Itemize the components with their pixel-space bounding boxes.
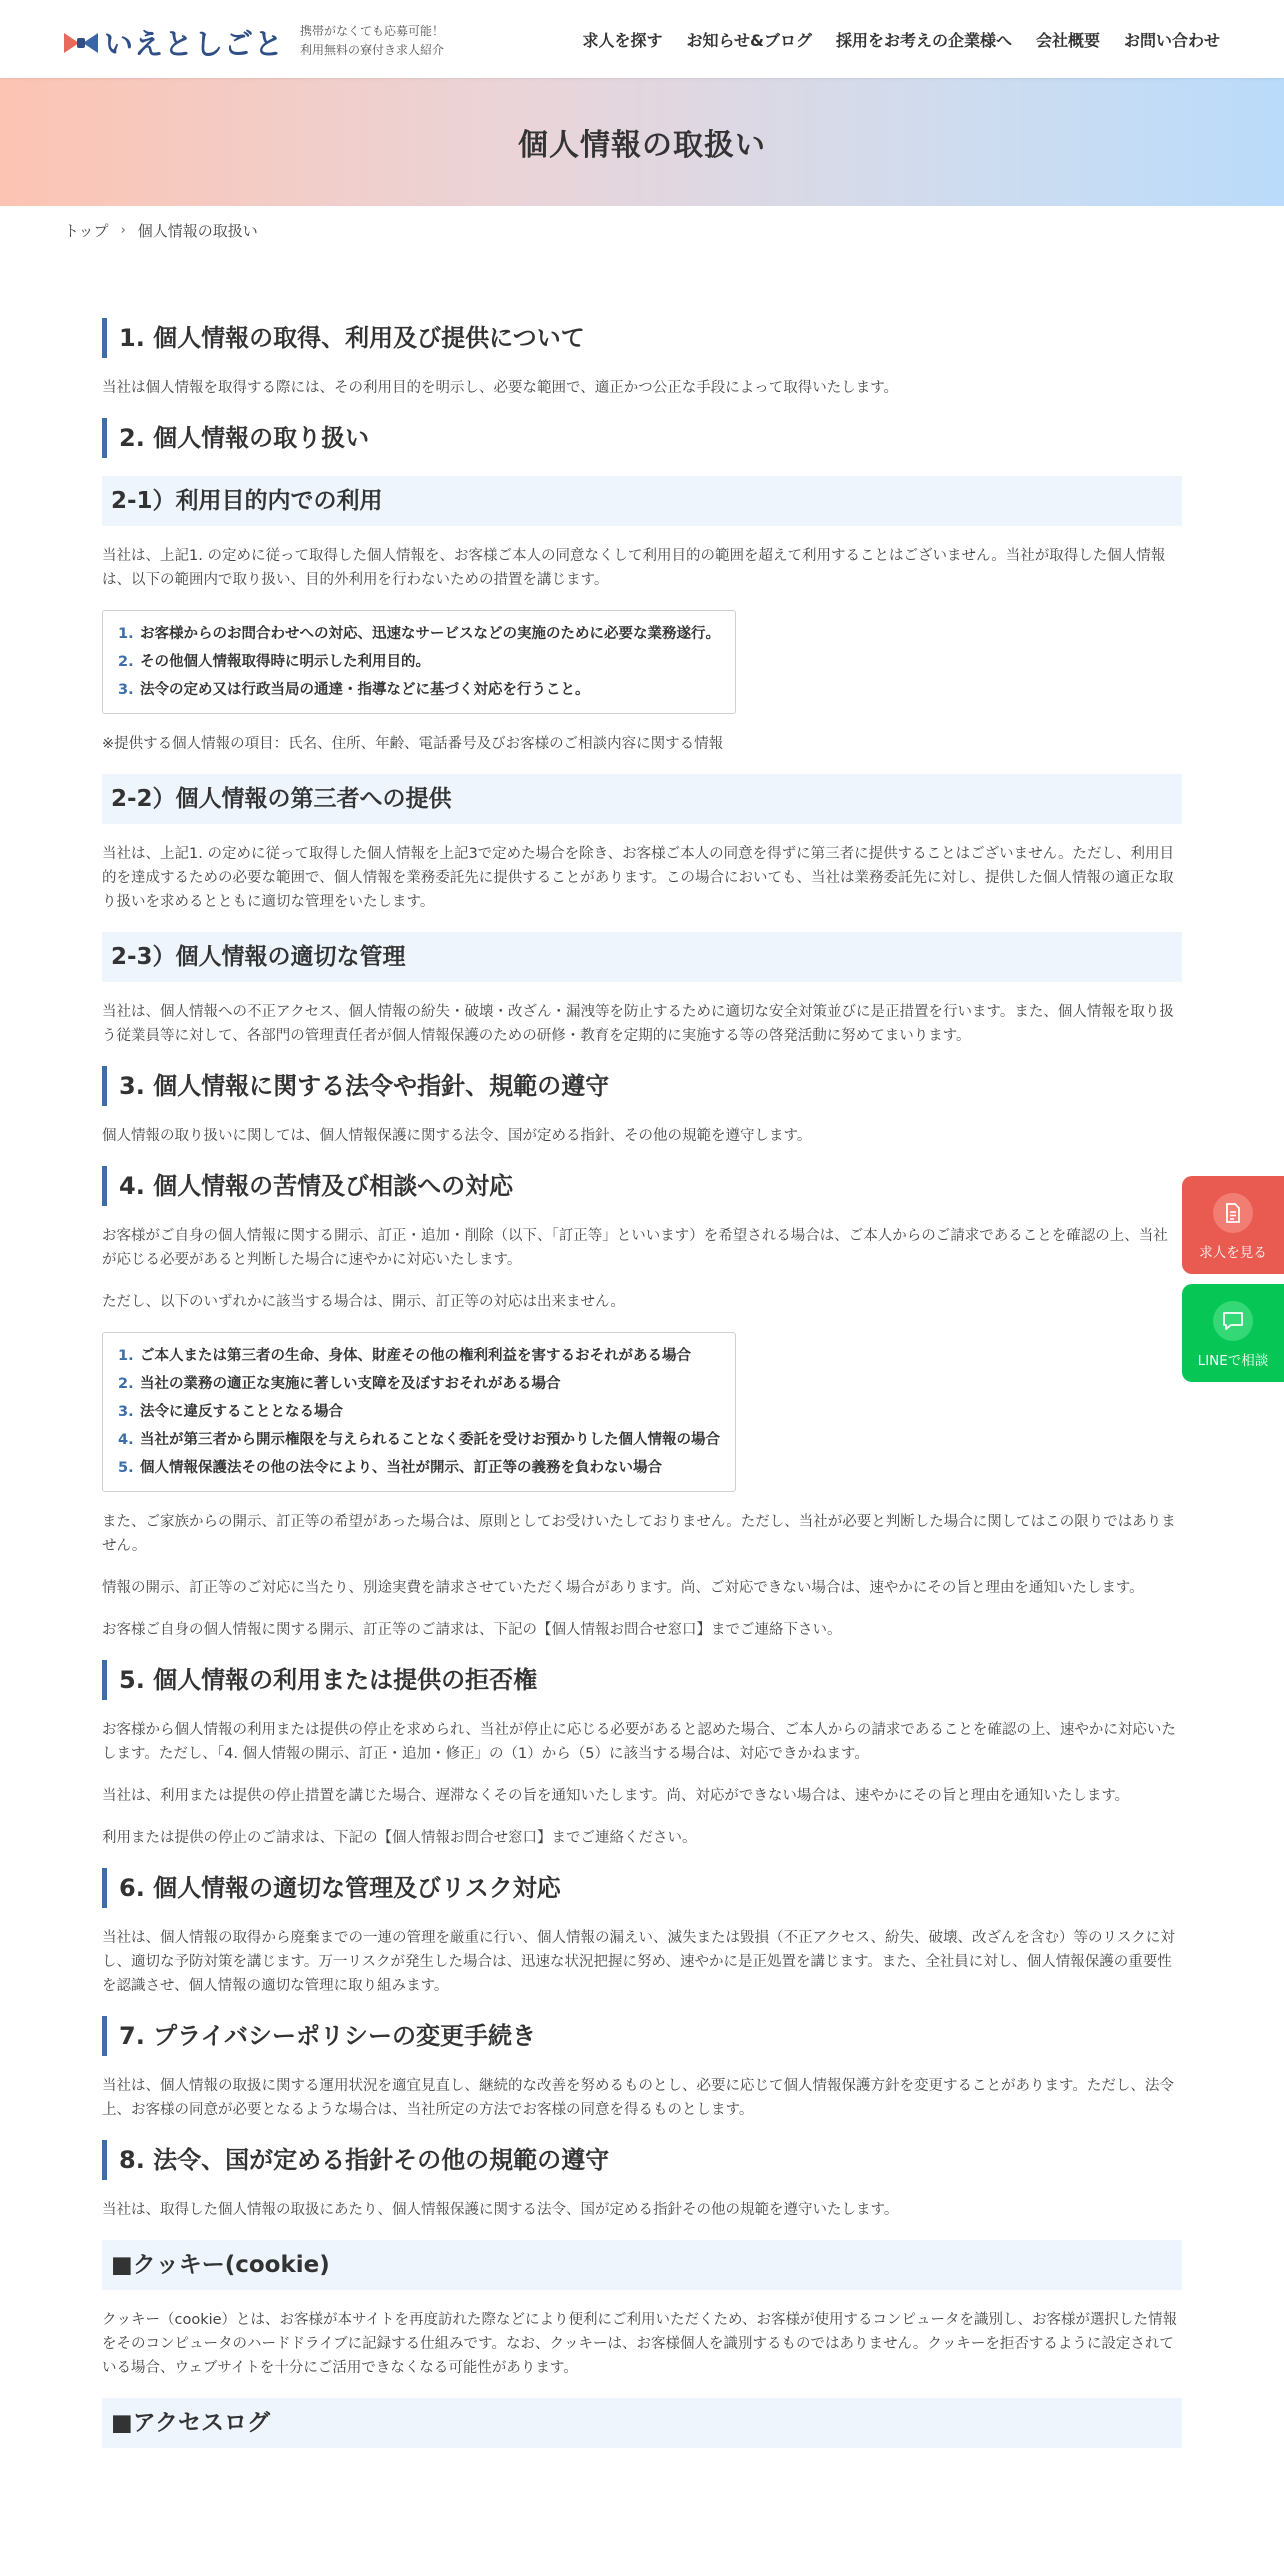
- nav-for-employers[interactable]: 採用をお考えの企業様へ: [835, 31, 1012, 50]
- note: ※提供する個人情報の項目：氏名、住所、年齢、電話番号及びお客様のご相談内容に関する情報: [102, 736, 724, 752]
- list-item: 5. 個人情報保護法その他の法令により、当社が開示、訂正等の義務を負わない場合: [118, 1454, 720, 1482]
- tagline-line-2: 利用無料の寮付き求人紹介: [300, 43, 445, 57]
- header-tagline: [300, 22, 444, 60]
- chat-icon: [1213, 1301, 1253, 1341]
- list-item-text: ご本人または第三者の生命、身体、財産その他の権利利益を害するおそれがある場合: [140, 1348, 691, 1364]
- list-item: 3. 法令の定め又は行政当局の通達・指導などに基づく対応を行うこと。: [118, 676, 720, 704]
- list-item-text: お客様からのお問合わせへの対応、迅速なサービスなどの実施のために必要な業務遂行。: [140, 626, 720, 642]
- paragraph: 当社は、利用または提供の停止措置を講じた場合、遅滞なくその旨を通知いたします。尚、対応ができない場合は、速やかにその旨と理由を通知いたします。: [102, 1788, 1130, 1804]
- list-item: 1. お客様からのお問合わせへの対応、迅速なサービスなどの実施のために必要な業務遂行。: [118, 620, 720, 648]
- paragraph: お客様から個人情報の利用または提供の停止を求められ、当社が停止に応じる必要があると認めた場合、ご本人からの請求であることを確認の上、速やかに対応いたします。ただし、「4. 個人情報の開示、訂正・追加・修正」の（1）から（5）に該当する場合は、対応できかねます。: [102, 1722, 1176, 1762]
- subsection-heading: 2-1）利用目的内での利用: [102, 476, 1182, 526]
- paragraph: 当社は、個人情報の取得から廃棄までの一連の管理を厳重に行い、個人情報の漏えい、滅失または毀損（不正アクセス、紛失、破壊、改ざんを含む）等のリスクに対し、適切な予防対策を講じます。万一リスクが発生した場合は、迅速な状況把握に努め、速やかに是正処置を講じます。また、全社員に対し、個人情報保護の重要性を認識させ、個人情報の適切な管理に取り組みます。: [102, 1930, 1175, 1994]
- paragraph: 利用または提供の停止のご請求は、下記の【個人情報お問合せ窓口】までご連絡ください。: [102, 1830, 697, 1846]
- paragraph: お客様ご自身の個人情報に関する開示、訂正等のご請求は、下記の【個人情報お問合せ窓口】までご連絡下さい。: [102, 1622, 842, 1638]
- paragraph: 当社は個人情報を取得する際には、その利用目的を明示し、必要な範囲で、適正かつ公正な手段によって取得いたします。: [102, 380, 899, 396]
- subsection-heading: 2-2）個人情報の第三者への提供: [102, 774, 1182, 824]
- breadcrumb-home[interactable]: トップ: [64, 222, 109, 240]
- list-item-text: 個人情報保護法その他の法令により、当社が開示、訂正等の義務を負わない場合: [140, 1460, 662, 1476]
- nav-contact[interactable]: お問い合わせ: [1123, 31, 1220, 50]
- section-heading: 8. 法令、国が定める指針その他の規範の遵守: [102, 2140, 1182, 2180]
- list-item: 1. ご本人または第三者の生命、身体、財産その他の権利利益を害するおそれがある場合: [118, 1342, 720, 1370]
- view-jobs-label: 求人を見る: [1199, 1245, 1267, 1261]
- site-header: [0, 0, 1284, 78]
- subsection-heading: ■クッキー(cookie): [102, 2240, 1182, 2290]
- list-item: 3. 法令に違反することとなる場合: [118, 1398, 720, 1426]
- breadcrumb: [64, 220, 258, 241]
- section-heading: 4. 個人情報の苦情及び相談への対応: [102, 1166, 1182, 1206]
- paragraph: 当社は、取得した個人情報の取扱にあたり、個人情報保護に関する法令、国が定める指針その他の規範を遵守いたします。: [102, 2202, 899, 2218]
- paragraph: 当社は、上記1. の定めに従って取得した個人情報を、お客様ご本人の同意なくして利用目的の範囲を超えて利用することはございません。当社が取得した個人情報は、以下の範囲内で取り扱い、目的外利用を行わないための措置を講じます。: [102, 548, 1166, 588]
- policy-content: [102, 318, 1182, 2466]
- paragraph: また、ご家族からの開示、訂正等の希望があった場合は、原則としてお受けいたしておりません。ただし、当社が必要と判断した場合に関してはこの限りではありません。: [102, 1514, 1176, 1554]
- paragraph: 情報の開示、訂正等のご対応に当たり、別途実費を請求させていただく場合があります。尚、ご対応できない場合は、速やかにその旨と理由を通知いたします。: [102, 1580, 1144, 1596]
- chevron-right-icon: ›: [120, 223, 126, 238]
- list-item-text: 当社の業務の適正な実施に著しい支障を及ぼすおそれがある場合: [140, 1376, 561, 1392]
- paragraph: お客様がご自身の個人情報に関する開示、訂正・追加・削除（以下、「訂正等」といいます）を希望される場合は、ご本人からのご請求であることを確認の上、当社が応じる必要があると判断した場合に速やかに対応いたします。: [102, 1228, 1168, 1268]
- list-item-text: 当社が第三者から開示権限を与えられることなく委託を受けお預かりした個人情報の場合: [140, 1432, 720, 1448]
- line-consult-label: LINEで相談: [1197, 1353, 1269, 1369]
- subsection-heading: ■アクセスログ: [102, 2398, 1182, 2448]
- logo-text: いえとしごと: [104, 27, 285, 61]
- section-heading: 6. 個人情報の適切な管理及びリスク対応: [102, 1868, 1182, 1908]
- view-jobs-button[interactable]: [1182, 1176, 1284, 1274]
- section-heading: 7. プライバシーポリシーの変更手続き: [102, 2016, 1182, 2056]
- section-heading: 3. 個人情報に関する法令や指針、規範の遵守: [102, 1066, 1182, 1106]
- section-heading: 1. 個人情報の取得、利用及び提供について: [102, 318, 1182, 358]
- nav-company[interactable]: 会社概要: [1035, 31, 1100, 50]
- purpose-list: [102, 610, 736, 714]
- paragraph: 当社は、上記1. の定めに従って取得した個人情報を上記3で定めた場合を除き、お客様ご本人の同意を得ずに第三者に提供することはございません。ただし、利用目的を達成するための必要な範囲で、個人情報を業務委託先に提供することがあります。この場合においても、当社は業務委託先に対し、提供した個人情報の適正な取り扱いを求めるとともに適切な管理をいたします。: [102, 846, 1174, 910]
- paragraph: 個人情報の取り扱いに関しては、個人情報保護に関する法令、国が定める指針、その他の規範を遵守します。: [102, 1128, 812, 1144]
- section-heading: 2. 個人情報の取り扱い: [102, 418, 1182, 458]
- page-title: 個人情報の取扱い: [518, 128, 766, 163]
- list-item-text: その他個人情報取得時に明示した利用目的。: [140, 654, 430, 670]
- tagline-line-1: 携帯がなくても応募可能！: [300, 24, 445, 38]
- exception-list: [102, 1332, 736, 1492]
- paragraph: クッキー（cookie）とは、お客様が本サイトを再度訪れた際などにより便利にご利用いただくため、お客様が使用するコンピュータを識別し、お客様が選択した情報をそのコンピュータのハードドライブに記録する仕組みです。なお、クッキーは、お客様個人を識別するものではありません。クッキーを拒否するように設定されている場合、ウェブサイトを十分にご活用できなくなる可能性があります。: [102, 2312, 1177, 2376]
- list-item: 2. その他個人情報取得時に明示した利用目的。: [118, 648, 720, 676]
- list-item: 2. 当社の業務の適正な実施に著しい支障を及ぼすおそれがある場合: [118, 1370, 720, 1398]
- site-logo[interactable]: [64, 22, 284, 63]
- main-nav: [582, 28, 1220, 51]
- section-heading: 5. 個人情報の利用または提供の拒否権: [102, 1660, 1182, 1700]
- document-icon: [1213, 1193, 1253, 1233]
- list-item-text: 法令に違反することとなる場合: [140, 1404, 343, 1420]
- nav-news-blog[interactable]: お知らせ&ブログ: [686, 31, 812, 50]
- paragraph: 当社は、個人情報の取扱に関する運用状況を適宜見直し、継続的な改善を努めるものとし、必要に応じて個人情報保護方針を変更することがあります。ただし、法令上、お客様の同意が必要となるような場合は、当社所定の方法でお客様の同意を得るものとします。: [102, 2078, 1174, 2118]
- paragraph: ただし、以下のいずれかに該当する場合は、開示、訂正等の対応は出来ません。: [102, 1294, 625, 1310]
- nav-jobs[interactable]: 求人を探す: [582, 31, 663, 50]
- page-hero: [0, 78, 1284, 206]
- paragraph: 当社は、個人情報への不正アクセス、個人情報の紛失・破壊・改ざん・漏洩等を防止するために適切な安全対策並びに是正措置を行います。また、個人情報を取り扱う従業員等に対して、各部門の管理責任者が個人情報保護のための研修・教育を定期的に実施する等の啓発活動に努めてまいります。: [102, 1004, 1174, 1044]
- list-item-text: 法令の定め又は行政当局の通達・指導などに基づく対応を行うこと。: [140, 682, 590, 698]
- logo-ribbon-icon: [64, 29, 98, 57]
- breadcrumb-current: 個人情報の取扱い: [137, 222, 258, 240]
- line-consult-button[interactable]: [1182, 1284, 1284, 1382]
- subsection-heading: 2-3）個人情報の適切な管理: [102, 932, 1182, 982]
- list-item: 4. 当社が第三者から開示権限を与えられることなく委託を受けお預かりした個人情報の場合: [118, 1426, 720, 1454]
